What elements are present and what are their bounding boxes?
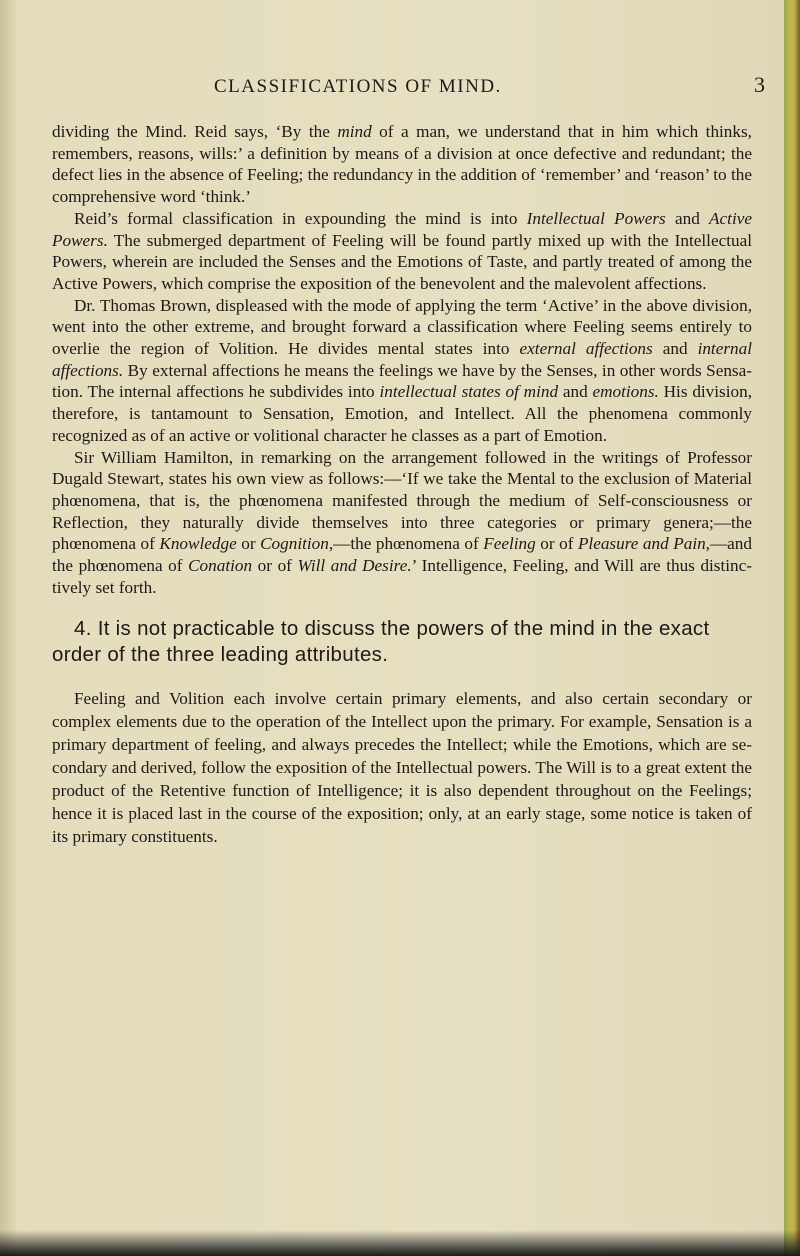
text-run: —the phœnomena of <box>333 534 484 554</box>
paragraph-reid-classification <box>52 208 752 295</box>
text-run: and <box>665 208 710 228</box>
page-number: 3 <box>754 72 765 97</box>
text-run: or of <box>535 534 578 554</box>
text-run: Sir William Hamilton, in remarking on the arrangement followed in the writings of Professor Dugald Stewart, states his own view as follows:—‘If we take the Mental to the exclusion of Material phœnomena, that is, the phœnomena manifested through the medium of Self-consciousness or Reflection, they naturally divide themselves into three categories or primary genera;—the phœnomena of <box>52 447 752 554</box>
italic-run: Conation <box>188 556 253 576</box>
text-run: 4. It is not practicable to discuss the powers of the mind in the exact order of the three leading attributes. <box>52 617 710 667</box>
paragraph-brown <box>52 295 752 447</box>
italic-run: Pleasure and Pain, <box>577 534 710 554</box>
italic-run: external affections <box>519 339 653 359</box>
text-run: Reid’s formal classification in expounding the mind is into <box>74 208 527 228</box>
italic-run: mind <box>337 122 372 141</box>
running-head: CLASSIFICATIONS OF MIND. <box>214 76 502 97</box>
paragraph-hamilton <box>52 447 752 599</box>
italic-run: Active Powers. <box>52 208 752 250</box>
text-run: of a man, we understand that in him which thinks, remembers, reasons, wills:’ a definition by means of a division at once defective and redundant; the defect lies in the absence of Feeling; the redundancy in the addition of ‘remember’ and ‘reason’ to the comprehensive word ‘think.’ <box>52 122 752 207</box>
italic-run: internal affections. <box>52 339 752 380</box>
text-run: or of <box>252 556 298 576</box>
text-run: or <box>236 534 261 554</box>
body-text <box>52 121 752 848</box>
italic-run: Intellectual Powers <box>526 208 666 228</box>
text-run: Feeling and Volition each involve certain primary elements, and also certain secondary or complex elements due to the operation of the Intellect upon the primary. For example, Sensation is a primary department of feeling, and always precedes the Intellect; while the Emotions, which are secondary and derived, follow the exposition of the Intellectual powers. The Will is to a great extent the product of the Retentive function of Intelligence; it is also dependent throughout on the Feelings; hence it is placed last in the course of the exposition; only, at an early stage, some notice is taken of its primary constituents. <box>52 689 752 847</box>
italic-run: Knowledge <box>159 534 237 554</box>
bottom-shadow <box>0 1230 800 1256</box>
text-run: and <box>558 382 593 402</box>
italic-run: intellectual states of mind <box>379 382 559 402</box>
italic-run: Cognition, <box>260 534 334 554</box>
text-run: and <box>652 339 698 359</box>
text-run: ’ Intelligence, Feeling, and Will are thus distinctively set forth. <box>52 556 753 597</box>
text-run: dividing the Mind. Reid says, ‘By the <box>52 122 338 141</box>
text-run: By external affections he means the feelings we have by the Senses, in other words Sensation. The internal affections he subdivides into <box>52 360 752 402</box>
text-run: The submerged department of Feeling will be found partly mixed up with the Intellectual Powers, wherein are included the Senses and the Emotions of Taste, and partly treated of among the Active Powers, which comprise the exposition of the benevolent and the malevolent affections. <box>52 230 752 293</box>
text-run: His division, therefore, is tantamount to Sensation, Emotion, and Intellect. All the phenomena commonly recognized as of an active or volitional character he classes as a part of Emotion. <box>52 382 752 445</box>
italic-run: Will and Desire. <box>297 556 412 576</box>
paragraph-reid-definition <box>52 121 752 208</box>
text-run: Dr. Thomas Brown, displeased with the mode of applying the term ‘Active’ in the above division, went into the other extreme, and brought forward a classification where Feeling seems entirely to overlie the region of Volition. He divides mental states into <box>52 295 752 359</box>
page-edge-shadow <box>784 0 800 1256</box>
italic-run: emotions. <box>592 382 659 402</box>
page-header <box>0 72 786 104</box>
text-run: —and the phœnomena of <box>52 534 752 576</box>
section-heading <box>52 616 752 668</box>
paragraph-feeling-volition <box>52 687 752 848</box>
italic-run: Feeling <box>483 534 536 554</box>
